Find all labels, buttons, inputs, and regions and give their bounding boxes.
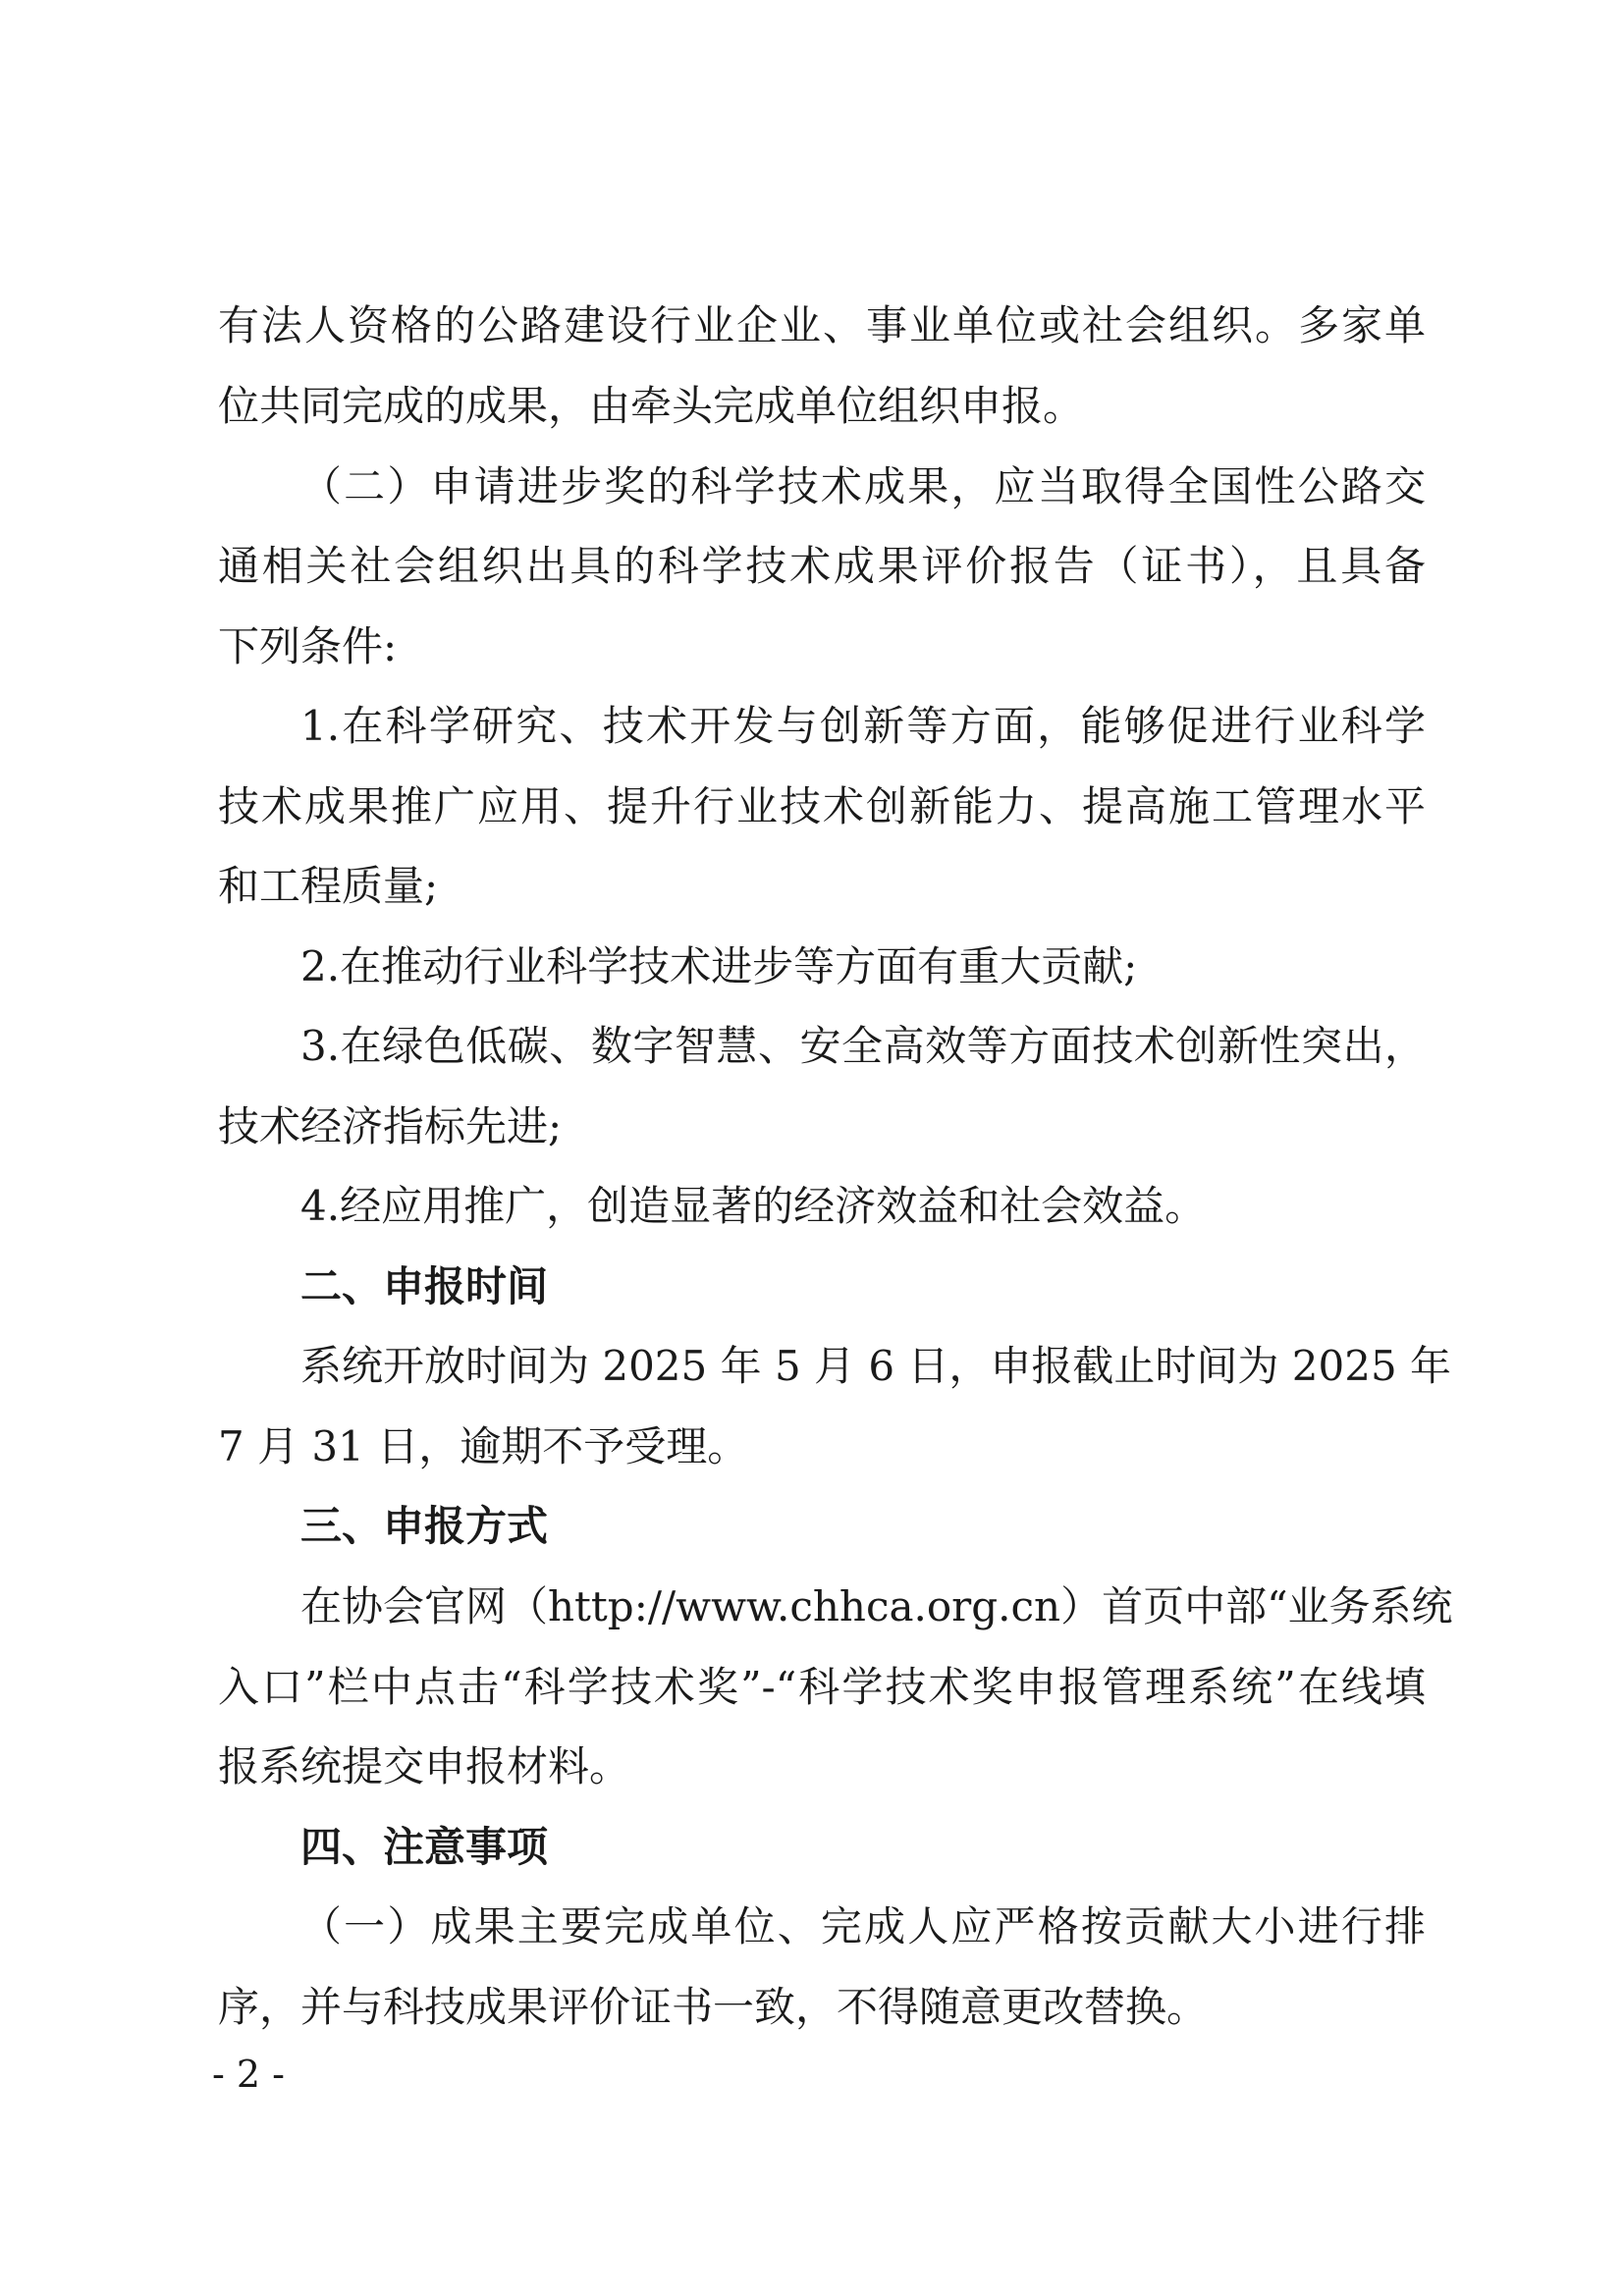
list-item-line: 1.在科学研究、技术开发与创新等方面，能够促进行业科学 xyxy=(300,702,1426,750)
list-item-line: 2.在推动行业科学技术进步等方面有重大贡献; xyxy=(300,942,1138,990)
body-text-line: 序，并与科技成果评价证书一致，不得随意更改替换。 xyxy=(218,1983,1209,2031)
body-text-line: 下列条件: xyxy=(218,622,398,670)
body-text-line: 系统开放时间为 2025 年 5 月 6 日，申报截止时间为 2025 年 xyxy=(300,1342,1452,1390)
page-number: - 2 - xyxy=(212,2053,286,2096)
body-text-line: 在协会官网（http://www.chhca.org.cn）首页中部“业务系统 xyxy=(300,1582,1453,1630)
section-heading: 四、注意事项 xyxy=(300,1823,549,1871)
body-text-line: （二）申请进步奖的科学技术成果，应当取得全国性公路交 xyxy=(300,462,1426,510)
list-item-line: 技术经济指标先进; xyxy=(218,1102,563,1150)
body-text-line: 报系统提交申报材料。 xyxy=(218,1742,631,1790)
body-text-line: （一）成果主要完成单位、完成人应严格按贡献大小进行排 xyxy=(300,1902,1426,1950)
list-item-line: 4.经应用推广，创造显著的经济效益和社会效益。 xyxy=(300,1182,1207,1230)
body-text-line: 位共同完成的成果，由牵头完成单位组织申报。 xyxy=(218,382,1085,430)
body-text-line: 入口”栏中点击“科学技术奖”-“科学技术奖申报管理系统”在线填 xyxy=(218,1663,1426,1711)
body-text-line: 7 月 31 日，逾期不予受理。 xyxy=(218,1422,749,1470)
list-item-line: 3.在绿色低碳、数字智慧、安全高效等方面技术创新性突出， xyxy=(300,1022,1426,1070)
body-text-line: 通相关社会组织出具的科学技术成果评价报告（证书），且具备 xyxy=(218,542,1426,590)
body-text-line: 有法人资格的公路建设行业企业、事业单位或社会组织。多家单 xyxy=(218,301,1426,349)
list-item-line: 和工程质量; xyxy=(218,862,439,910)
list-item-line: 技术成果推广应用、提升行业技术创新能力、提高施工管理水平 xyxy=(218,782,1426,830)
section-heading: 三、申报方式 xyxy=(300,1502,549,1550)
section-heading: 二、申报时间 xyxy=(300,1262,549,1310)
